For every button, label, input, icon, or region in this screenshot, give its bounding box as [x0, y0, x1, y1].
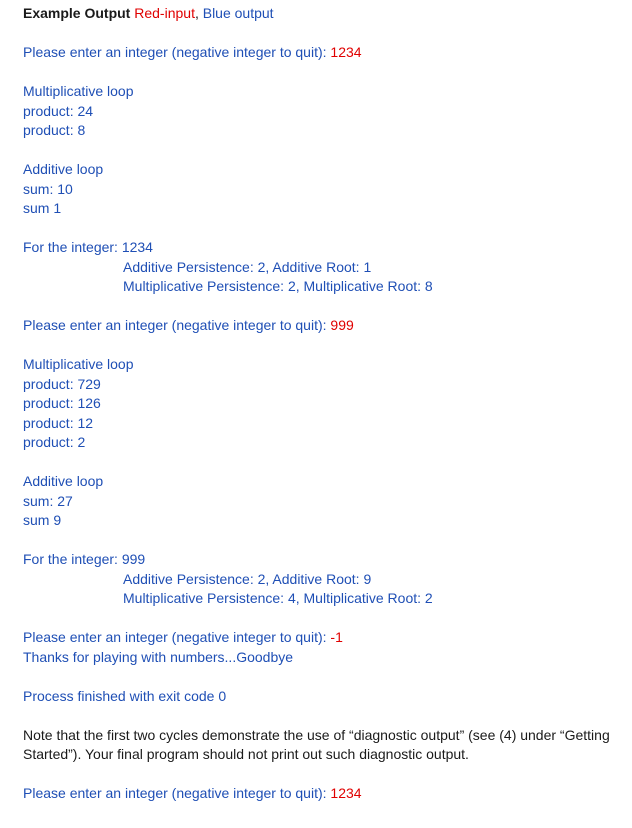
- additive-result-1: Additive Persistence: 2, Additive Root: 1: [123, 258, 372, 275]
- product-line: product: 126: [23, 395, 101, 411]
- header-line: [23, 4, 623, 24]
- prompt-text: Please enter an integer (negative integer to quit):: [23, 629, 331, 645]
- final-prompt-line: [23, 784, 623, 804]
- product-line: product: 12: [23, 414, 94, 431]
- sum-line: sum 1: [23, 200, 62, 216]
- product-line: product: 729: [23, 375, 101, 392]
- multiplicative-result-1: Multiplicative Persistence: 2, Multiplicative Root: 8: [123, 278, 433, 294]
- header-output-label: Blue output: [202, 5, 274, 21]
- user-input-1: 1234: [330, 44, 362, 60]
- add-loop-title-2: Additive loop: [23, 473, 104, 489]
- additive-result-2: Additive Persistence: 2, Additive Root: 9: [123, 570, 372, 587]
- goodbye-line: Thanks for playing with numbers...Goodbye: [23, 648, 294, 665]
- prompt-line-3: [23, 628, 623, 648]
- user-input-2: 999: [330, 317, 354, 333]
- process-finished-line: Process finished with exit code 0: [23, 687, 227, 704]
- prompt-text: Please enter an integer (negative integer to quit):: [23, 44, 331, 60]
- diagnostic-note: Note that the first two cycles demonstrate the use of “diagnostic output” (see (4) under “Getting Started”). Your final program should not print out such diagnostic output.: [23, 726, 610, 762]
- final-prompt-text: Please enter an integer (negative integer to quit):: [23, 785, 331, 801]
- sum-line: sum 9: [23, 512, 62, 528]
- final-user-input: 1234: [330, 785, 362, 801]
- product-line: product: 24: [23, 102, 94, 119]
- prompt-line-2: [23, 316, 623, 336]
- header-input-label: Red-input: [134, 5, 195, 21]
- product-line: product: 2: [23, 434, 86, 450]
- prompt-line-1: [23, 43, 623, 63]
- mult-loop-title-2: Multiplicative loop: [23, 356, 134, 372]
- mult-loop-title-1: Multiplicative loop: [23, 83, 134, 99]
- sum-line: sum: 27: [23, 492, 73, 509]
- product-line: product: 8: [23, 122, 86, 138]
- prompt-text: Please enter an integer (negative integer to quit):: [23, 317, 331, 333]
- for-integer-line-1: For the integer: 1234: [23, 239, 153, 255]
- for-integer-line-2: For the integer: 999: [23, 551, 146, 567]
- multiplicative-result-2: Multiplicative Persistence: 4, Multiplicative Root: 2: [123, 590, 433, 606]
- header-separator: ,: [194, 5, 203, 21]
- user-input-3: -1: [330, 629, 343, 645]
- sum-line: sum: 10: [23, 180, 73, 197]
- header-title: Example Output: [23, 5, 131, 21]
- add-loop-title-1: Additive loop: [23, 161, 104, 177]
